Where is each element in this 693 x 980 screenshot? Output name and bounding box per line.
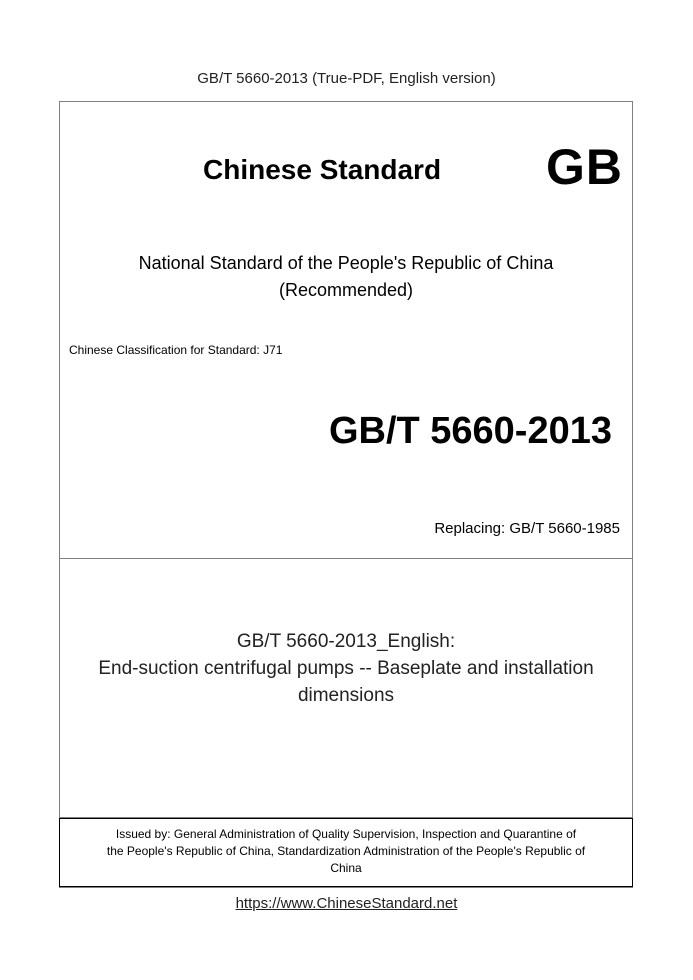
replacing-text: Replacing: GB/T 5660-1985 bbox=[434, 520, 620, 537]
national-line-2: (Recommended) bbox=[278, 280, 414, 300]
gb-mark: GB bbox=[546, 139, 623, 195]
national-standard-text bbox=[60, 250, 632, 304]
english-title-line-2: End-suction centrifugal pumps -- Baseplate and installation bbox=[98, 658, 594, 679]
classification-text: Chinese Classification for Standard: J71 bbox=[69, 343, 283, 357]
issuer-text bbox=[60, 826, 632, 877]
issuer-line-1: Issued by: General Administration of Quality Supervision, Inspection and Quarantine of bbox=[115, 827, 577, 841]
running-header: GB/T 5660-2013 (True-PDF, English version) bbox=[197, 70, 496, 87]
cover-frame bbox=[59, 101, 633, 888]
title-row bbox=[60, 136, 632, 196]
standard-number: GB/T 5660-2013 bbox=[328, 410, 612, 452]
english-title-line-3: dimensions bbox=[297, 685, 395, 706]
issuer-box bbox=[59, 818, 633, 887]
english-title-line-1: GB/T 5660-2013_English: bbox=[236, 631, 456, 652]
website-link[interactable]: https://www.ChineseStandard.net bbox=[235, 895, 458, 912]
english-title bbox=[60, 628, 632, 709]
issuer-line-2: the People's Republic of China, Standardization Administration of the People's Republic of bbox=[106, 844, 586, 858]
cover-title-section bbox=[60, 559, 632, 818]
national-line-1: National Standard of the People's Republic of China bbox=[138, 253, 554, 273]
standard-label: Chinese Standard bbox=[203, 154, 442, 185]
issuer-line-3: China bbox=[330, 861, 362, 875]
cover-top-section bbox=[60, 102, 632, 559]
